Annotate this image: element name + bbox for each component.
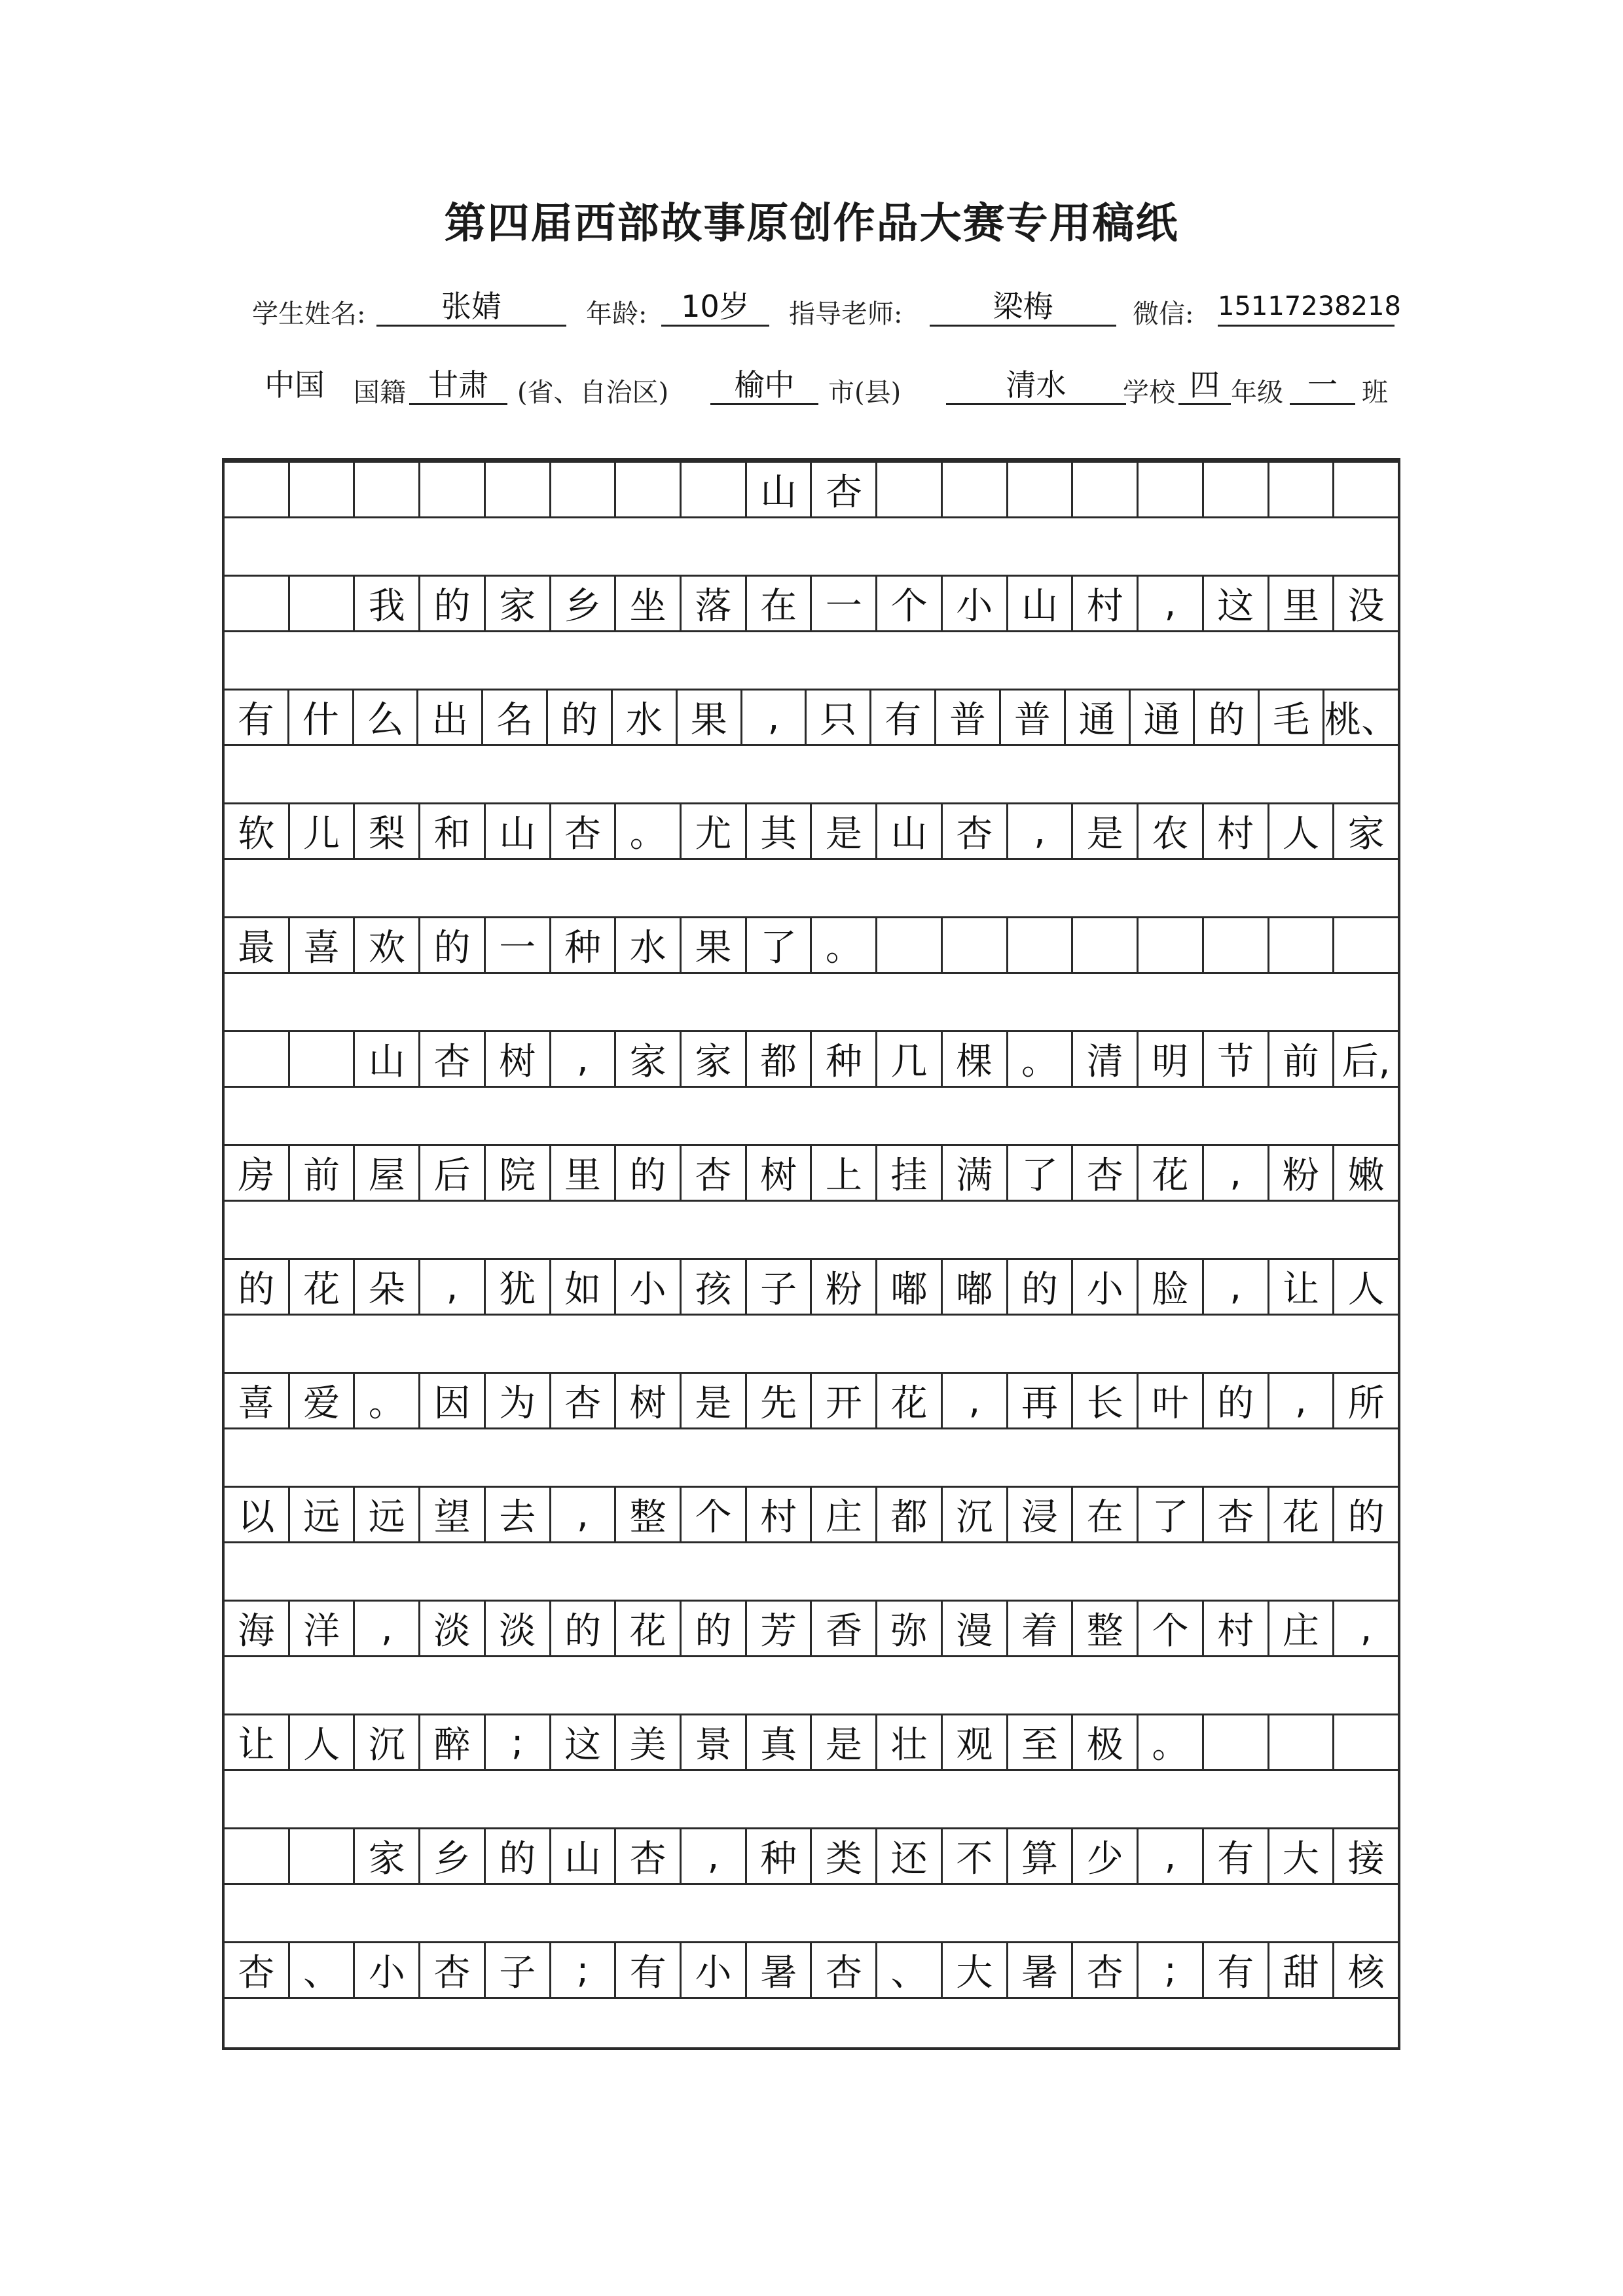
grid-cell: [1139, 463, 1204, 516]
grid-cell: 树: [747, 1146, 812, 1200]
grid-cell: 杏: [420, 1943, 486, 1997]
grid-cell: 的: [486, 1829, 551, 1883]
grid-cell: 喜: [225, 1374, 290, 1427]
province-label: (省、自治区): [517, 378, 669, 408]
grid-cell: 村: [747, 1488, 812, 1541]
grid-cell: 嘟: [943, 1260, 1008, 1314]
grid-cell: 前: [1269, 1032, 1335, 1086]
grid-cell: 都: [877, 1488, 943, 1541]
grid-cell: 清: [1073, 1032, 1139, 1086]
grid-cell: 里: [1269, 577, 1335, 630]
grid-cell: 极: [1073, 1715, 1139, 1769]
location-info-row: [0, 367, 1623, 412]
grid-cell: 。: [1139, 1715, 1204, 1769]
grid-cell: 开: [812, 1374, 877, 1427]
grid-cell: 其: [747, 804, 812, 858]
grid-cell: [420, 463, 486, 516]
teacher-value: 梁梅: [930, 288, 1116, 327]
grid-cell: 大: [1269, 1829, 1335, 1883]
grid-cell: 尤: [682, 804, 747, 858]
grid-cell: [1204, 1715, 1269, 1769]
grid-cell: 朵: [355, 1260, 420, 1314]
grid-cell: 村: [1204, 804, 1269, 858]
grid-cell: 的: [1008, 1260, 1074, 1314]
grid-cell: 儿: [290, 804, 356, 858]
grid-cell: [290, 1829, 356, 1883]
grid-cell: 的: [548, 691, 613, 744]
grid-cell: 庄: [812, 1488, 877, 1541]
grid-cell: 明: [1139, 1032, 1204, 1086]
grid-cell: 种: [551, 918, 617, 972]
grid-cell: 个: [682, 1488, 747, 1541]
grid-cell: 的: [1347, 1496, 1385, 1539]
essay-grid: [222, 458, 1400, 2050]
grid-cell: 院: [486, 1146, 551, 1200]
grid-cell: [225, 463, 290, 516]
grid-cell: 山: [355, 1032, 420, 1086]
grid-cell: [943, 918, 1008, 972]
grid-cell: 在: [1073, 1488, 1139, 1541]
grid-cell: 整: [616, 1488, 682, 1541]
grid-cell: [1204, 918, 1269, 972]
grid-cell: 花: [290, 1260, 356, 1314]
grid-cell: [1334, 1715, 1398, 1769]
grid-cell: 浸: [1008, 1488, 1074, 1541]
grid-cell: 节: [1204, 1032, 1269, 1086]
grid-cell: 。: [616, 804, 682, 858]
grid-cell: 家: [682, 1032, 747, 1086]
grid-cell: 这: [551, 1715, 617, 1769]
grid-cell: [1334, 918, 1398, 972]
grid-cell: 种: [812, 1032, 877, 1086]
grid-cell: 沉: [355, 1715, 420, 1769]
grid-cell: 家: [1347, 813, 1385, 855]
grid-cell: 让: [1269, 1260, 1335, 1314]
grid-cell: 挂: [877, 1146, 943, 1200]
grid-cell: 通: [1131, 691, 1195, 744]
grid-cell: ;: [1139, 1943, 1204, 1997]
grid-cell: 远: [355, 1488, 420, 1541]
grid-cell: 大: [943, 1943, 1008, 1997]
grid-cell: 小: [682, 1943, 747, 1997]
grid-cell: 淡: [420, 1602, 486, 1655]
grid-cell: ,: [1204, 1260, 1269, 1314]
grid-cell: [1269, 463, 1335, 516]
school-label: 学校: [1123, 378, 1175, 408]
grid-cell: 杏: [1204, 1488, 1269, 1541]
grid-row: [225, 916, 1398, 974]
grid-cell: 杏: [616, 1829, 682, 1883]
grid-cell: 有: [871, 691, 936, 744]
class-value: 一: [1290, 367, 1355, 405]
grid-cell: 家: [616, 1032, 682, 1086]
grid-row: [225, 1486, 1398, 1543]
grid-cell: 果: [682, 918, 747, 972]
grid-cell: 有: [1204, 1943, 1269, 1997]
grid-cell: 后,: [1341, 1041, 1391, 1083]
grid-cell: 毛: [1260, 691, 1324, 744]
grid-cell: 花: [877, 1374, 943, 1427]
grid-cell: 了: [1008, 1146, 1074, 1200]
grid-cell: 核: [1347, 1952, 1385, 1994]
grid-cell: [225, 1032, 290, 1086]
grid-cell: 算: [1008, 1829, 1074, 1883]
grid-cell: 软: [225, 804, 290, 858]
grid-cell: 洋: [290, 1602, 356, 1655]
grid-cell: 少: [1073, 1829, 1139, 1883]
grid-cell: [225, 577, 290, 630]
grid-cell: 子: [486, 1943, 551, 1997]
grid-cell: 嫩: [1347, 1155, 1385, 1197]
grid-cell: 个: [1139, 1602, 1204, 1655]
grid-cell: 乡: [551, 577, 617, 630]
student-info-row: [0, 288, 1623, 334]
grid-cell: 房: [225, 1146, 290, 1200]
grid-cell: 人: [1269, 804, 1335, 858]
grid-cell: 的: [225, 1260, 290, 1314]
grid-cell: 沉: [943, 1488, 1008, 1541]
province-value: 甘肃: [409, 367, 507, 405]
grid-cell: 树: [486, 1032, 551, 1086]
grid-row: [225, 1713, 1398, 1771]
grid-cell: 着: [1008, 1602, 1074, 1655]
nationality-label: 国籍: [354, 378, 406, 408]
grid-cell: 梨: [355, 804, 420, 858]
grid-cell: 。: [355, 1374, 420, 1427]
grid-cell: [290, 463, 356, 516]
grid-cell: 小: [355, 1943, 420, 1997]
grid-row: [225, 461, 1398, 518]
grid-cell: 芳: [747, 1602, 812, 1655]
grid-cell: 是: [812, 804, 877, 858]
grid-cell: [551, 463, 617, 516]
grid-cell: [1073, 918, 1139, 972]
grid-cell: 以: [225, 1488, 290, 1541]
grid-cell: 杏: [420, 1032, 486, 1086]
teacher-label: 指导老师:: [789, 299, 903, 329]
grid-cell: [1008, 918, 1074, 972]
grid-cell: 杏: [1073, 1943, 1139, 1997]
grid-cell: 里: [551, 1146, 617, 1200]
grid-cell: [225, 1829, 290, 1883]
grid-cell: 乡: [420, 1829, 486, 1883]
grid-cell: ,: [355, 1602, 420, 1655]
grade-value: 四: [1178, 367, 1231, 405]
grid-cell: [616, 463, 682, 516]
grid-cell: 普: [936, 691, 1001, 744]
student-name-label: 学生姓名:: [252, 299, 366, 329]
grid-cell: ,: [1360, 1607, 1372, 1650]
grid-cell: 一: [486, 918, 551, 972]
grid-cell: 杏: [943, 804, 1008, 858]
grid-cell: 真: [747, 1715, 812, 1769]
grid-cell: 家: [355, 1829, 420, 1883]
grid-cell: 一: [812, 577, 877, 630]
grid-row: [225, 1600, 1398, 1657]
grid-cell: 犹: [486, 1260, 551, 1314]
grid-cell: [682, 463, 747, 516]
grid-cell: 杏: [551, 804, 617, 858]
city-label: 市(县): [828, 378, 902, 408]
grid-cell: 弥: [877, 1602, 943, 1655]
grid-cell: 花: [1269, 1488, 1335, 1541]
grid-cell: 远: [290, 1488, 356, 1541]
county-value: 清水: [946, 367, 1126, 405]
grid-cell: ,: [1269, 1374, 1335, 1427]
grid-cell: 和: [420, 804, 486, 858]
grid-cell: 的: [420, 918, 486, 972]
grid-cell: 个: [877, 577, 943, 630]
grid-cell: 没: [1347, 585, 1385, 628]
grid-cell: 望: [420, 1488, 486, 1541]
grid-cell: 让: [225, 1715, 290, 1769]
grid-cell: 满: [943, 1146, 1008, 1200]
grid-cell: ,: [1139, 1829, 1204, 1883]
grid-cell: 山: [877, 804, 943, 858]
grid-cell: 村: [1073, 577, 1139, 630]
grid-cell: [355, 463, 420, 516]
grid-cell: 小: [943, 577, 1008, 630]
grid-row: [225, 1372, 1398, 1429]
grid-cell: [1073, 463, 1139, 516]
grid-cell: ,: [742, 691, 807, 744]
grid-cell: 爱: [290, 1374, 356, 1427]
grid-row: [225, 689, 1398, 746]
grid-cell: [1269, 1715, 1335, 1769]
grid-cell: 喜: [290, 918, 356, 972]
grid-cell: ,: [1204, 1146, 1269, 1200]
grid-cell: ,: [1139, 577, 1204, 630]
grid-cell: 壮: [877, 1715, 943, 1769]
grade-label: 年级: [1231, 378, 1283, 408]
grid-cell: 庄: [1269, 1602, 1335, 1655]
grid-cell: 种: [747, 1829, 812, 1883]
grid-cell: ,: [551, 1488, 617, 1541]
grid-cell: 漫: [943, 1602, 1008, 1655]
grid-cell: 么: [354, 691, 419, 744]
grid-cell: 在: [747, 577, 812, 630]
grid-row: [225, 1144, 1398, 1202]
grid-cell: 粉: [812, 1260, 877, 1314]
grid-cell: 落: [682, 577, 747, 630]
grid-cell: 山: [747, 463, 812, 516]
grid-cell: 粉: [1269, 1146, 1335, 1200]
wechat-label: 微信:: [1133, 299, 1194, 329]
student-name-value: 张婧: [376, 288, 566, 327]
grid-cell: 花: [1139, 1146, 1204, 1200]
grid-cell: 孩: [682, 1260, 747, 1314]
grid-cell: 美: [616, 1715, 682, 1769]
grid-cell: 暑: [1008, 1943, 1074, 1997]
grid-cell: 前: [290, 1146, 356, 1200]
grid-cell: 至: [1008, 1715, 1074, 1769]
grid-cell: ,: [551, 1032, 617, 1086]
grid-cell: 子: [747, 1260, 812, 1314]
grid-cell: [877, 463, 943, 516]
grid-cell: 长: [1073, 1374, 1139, 1427]
grid-cell: 是: [682, 1374, 747, 1427]
grid-cell: 是: [812, 1715, 877, 1769]
grid-cell: 什: [289, 691, 354, 744]
grid-cell: ,: [420, 1260, 486, 1314]
grid-cell: [1008, 463, 1074, 516]
grid-cell: 淡: [486, 1602, 551, 1655]
grid-cell: [943, 463, 1008, 516]
grid-cell: 杏: [1073, 1146, 1139, 1200]
grid-cell: [290, 577, 356, 630]
country-value: 中国: [264, 367, 325, 403]
grid-cell: 的: [551, 1602, 617, 1655]
grid-cell: [1269, 918, 1335, 972]
grid-cell: 观: [943, 1715, 1008, 1769]
grid-cell: 。: [812, 918, 877, 972]
grid-cell: 嘟: [877, 1260, 943, 1314]
grid-cell: 有: [616, 1943, 682, 1997]
grid-cell: 杏: [225, 1943, 290, 1997]
grid-cell: 坐: [616, 577, 682, 630]
grid-cell: 普: [1001, 691, 1066, 744]
grid-cell: 香: [812, 1602, 877, 1655]
grid-cell: 小: [1073, 1260, 1139, 1314]
grid-cell: 最: [225, 918, 290, 972]
grid-cell: [290, 1032, 356, 1086]
grid-cell: 名: [483, 691, 548, 744]
grid-cell: 景: [682, 1715, 747, 1769]
grid-cell: 醉: [420, 1715, 486, 1769]
grid-cell: [877, 918, 943, 972]
grid-cell: 杏: [551, 1374, 617, 1427]
grid-cell: 只: [807, 691, 871, 744]
grid-cell: 如: [551, 1260, 617, 1314]
grid-cell: ,: [1008, 804, 1074, 858]
grid-cell: 所: [1347, 1382, 1385, 1425]
grid-cell: 山: [551, 1829, 617, 1883]
age-value: 10岁: [661, 288, 769, 327]
grid-cell: 甜: [1269, 1943, 1335, 1997]
grid-cell: 了: [747, 918, 812, 972]
page-title: 第四届西部故事原创作品大赛专用稿纸: [444, 199, 1179, 248]
grid-cell: 树: [616, 1374, 682, 1427]
wechat-value: 15117238218: [1218, 288, 1395, 327]
grid-cell: 几: [877, 1032, 943, 1086]
grid-cell: 为: [486, 1374, 551, 1427]
grid-cell: 叶: [1139, 1374, 1204, 1427]
grid-cell: 山: [486, 804, 551, 858]
class-label: 班: [1362, 378, 1388, 408]
grid-row: [225, 575, 1398, 632]
grid-cell: 棵: [943, 1032, 1008, 1086]
grid-cell: 不: [943, 1829, 1008, 1883]
grid-cell: 杏: [682, 1146, 747, 1200]
grid-cell: ;: [551, 1943, 617, 1997]
grid-cell: 人: [290, 1715, 356, 1769]
grid-cell: 、: [877, 1943, 943, 1997]
grid-cell: 小: [616, 1260, 682, 1314]
city-value: 榆中: [710, 367, 818, 405]
grid-cell: 因: [420, 1374, 486, 1427]
grid-cell: 都: [747, 1032, 812, 1086]
grid-cell: 山: [1008, 577, 1074, 630]
grid-row: [225, 1827, 1398, 1885]
grid-cell: 水: [613, 691, 678, 744]
grid-row: [225, 1258, 1398, 1316]
grid-cell: 花: [616, 1602, 682, 1655]
grid-cell: 上: [812, 1146, 877, 1200]
grid-cell: 杏: [812, 1943, 877, 1997]
grid-cell: 的: [1204, 1374, 1269, 1427]
grid-cell: 。: [1008, 1032, 1074, 1086]
grid-cell: 脸: [1139, 1260, 1204, 1314]
grid-cell: 的: [616, 1146, 682, 1200]
grid-cell: 果: [678, 691, 742, 744]
grid-cell: 的: [682, 1602, 747, 1655]
grid-cell: 整: [1073, 1602, 1139, 1655]
grid-cell: 暑: [747, 1943, 812, 1997]
grid-cell: 、: [290, 1943, 356, 1997]
grid-cell: 了: [1139, 1488, 1204, 1541]
grid-cell: 水: [616, 918, 682, 972]
grid-cell: [1204, 463, 1269, 516]
grid-cell: 欢: [355, 918, 420, 972]
grid-cell: 通: [1066, 691, 1131, 744]
grid-cell: 家: [486, 577, 551, 630]
grid-cell: 是: [1073, 804, 1139, 858]
grid-cell: 这: [1204, 577, 1269, 630]
grid-cell: 去: [486, 1488, 551, 1541]
grid-cell: 有: [225, 691, 289, 744]
grid-cell: 屋: [355, 1146, 420, 1200]
grid-cell: 农: [1139, 804, 1204, 858]
age-label: 年龄:: [586, 299, 647, 329]
grid-cell: [486, 463, 551, 516]
grid-cell: [1139, 918, 1204, 972]
grid-cell: 先: [747, 1374, 812, 1427]
grid-cell: 类: [812, 1829, 877, 1883]
grid-cell: 桃、: [1324, 699, 1398, 742]
grid-cell: 出: [418, 691, 483, 744]
grid-cell: 人: [1347, 1268, 1385, 1311]
grid-cell: 再: [1008, 1374, 1074, 1427]
grid-cell: ;: [486, 1715, 551, 1769]
grid-cell: 我: [355, 577, 420, 630]
grid-row: [225, 1030, 1398, 1088]
grid-cell: 村: [1204, 1602, 1269, 1655]
grid-cell: 有: [1204, 1829, 1269, 1883]
grid-row: [225, 802, 1398, 860]
grid-cell: 接: [1347, 1838, 1385, 1880]
grid-cell: ,: [943, 1374, 1008, 1427]
grid-cell: 的: [420, 577, 486, 630]
grid-cell: [1334, 463, 1398, 516]
grid-cell: 杏: [812, 463, 877, 516]
grid-cell: 的: [1195, 691, 1260, 744]
grid-row: [225, 1941, 1398, 1999]
grid-cell: 还: [877, 1829, 943, 1883]
grid-cell: 海: [225, 1602, 290, 1655]
grid-cell: ,: [682, 1829, 747, 1883]
grid-cell: 后: [420, 1146, 486, 1200]
